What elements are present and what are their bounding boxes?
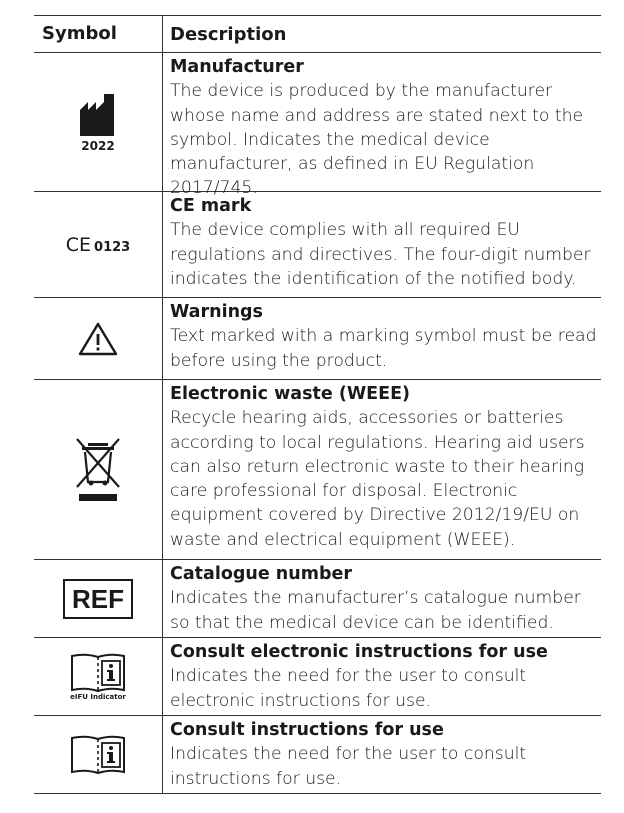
table-row [34, 53, 601, 199]
row-title: Manufacturer [170, 57, 304, 77]
symbol-table [34, 15, 601, 794]
table-row [34, 638, 601, 716]
row-title: Consult electronic instructions for use [170, 642, 548, 662]
header-symbol: Symbol [42, 23, 117, 44]
header-symbol-cell [34, 16, 163, 52]
row-text: Text marked with a marking symbol must be read before using the product. [170, 326, 597, 371]
description-cell [163, 716, 601, 793]
header-description-cell [163, 16, 601, 52]
description-cell [163, 380, 601, 559]
row-text: Recycle hearing aids, accessories or batteries according to local regulations. Hearing aid users can also return electronic waste to their hearing care professional for disposal. Electronic equipment covered by Directive 2012/19/EU on waste and electrical equipment (WEEE). [170, 408, 585, 550]
table-row [34, 380, 601, 560]
description-cell [163, 638, 601, 715]
description-cell [163, 560, 601, 637]
table-header [34, 15, 601, 53]
description-cell [163, 192, 601, 297]
table-row [34, 560, 601, 638]
symbol-cell [34, 380, 163, 559]
row-title: Consult instructions for use [170, 720, 444, 740]
symbol-cell [34, 192, 163, 297]
row-text: The device complies with all required EU regulations and directives. The four-digit number indicates the identification of the notified body. [170, 220, 591, 289]
symbol-cell [34, 298, 163, 379]
table-row [34, 298, 601, 380]
notified-body-number: 0123 [94, 239, 131, 255]
row-text: The device is produced by the manufacturer whose name and address are stated next to the symbol. Indicates the medical device manufacturer, as defined in EU Regulation 2017/745. [170, 81, 584, 199]
manufacturer-icon [78, 92, 118, 153]
ce-mark-icon [66, 234, 130, 256]
row-title: Catalogue number [170, 564, 352, 584]
symbol-cell [34, 560, 163, 637]
description-cell [163, 53, 601, 199]
eifu-caption: eIFU Indicator [70, 692, 126, 701]
symbol-cell [34, 716, 163, 793]
ifu-icon [69, 735, 127, 775]
row-title: CE mark [170, 196, 252, 216]
ref-icon: REF [63, 579, 133, 619]
weee-bin-icon [75, 437, 121, 503]
row-title: Warnings [170, 302, 263, 322]
symbol-cell [34, 638, 163, 715]
ce-mark: CE [65, 233, 92, 256]
row-title: Electronic waste (WEEE) [170, 384, 411, 404]
manufacturer-year: 2022 [81, 138, 115, 153]
row-text: Indicates the need for the user to consult electronic instructions for use. [170, 666, 527, 711]
description-cell [163, 298, 601, 379]
warning-icon [78, 321, 118, 357]
eifu-icon [69, 653, 127, 701]
table-row [34, 192, 601, 298]
row-text: Indicates the manufacturer’s catalogue number so that the medical device can be identified. [170, 588, 581, 633]
header-description: Description [170, 24, 287, 45]
row-text: Indicates the need for the user to consult instructions for use. [170, 744, 527, 789]
symbol-cell [34, 53, 163, 191]
table-row [34, 716, 601, 794]
